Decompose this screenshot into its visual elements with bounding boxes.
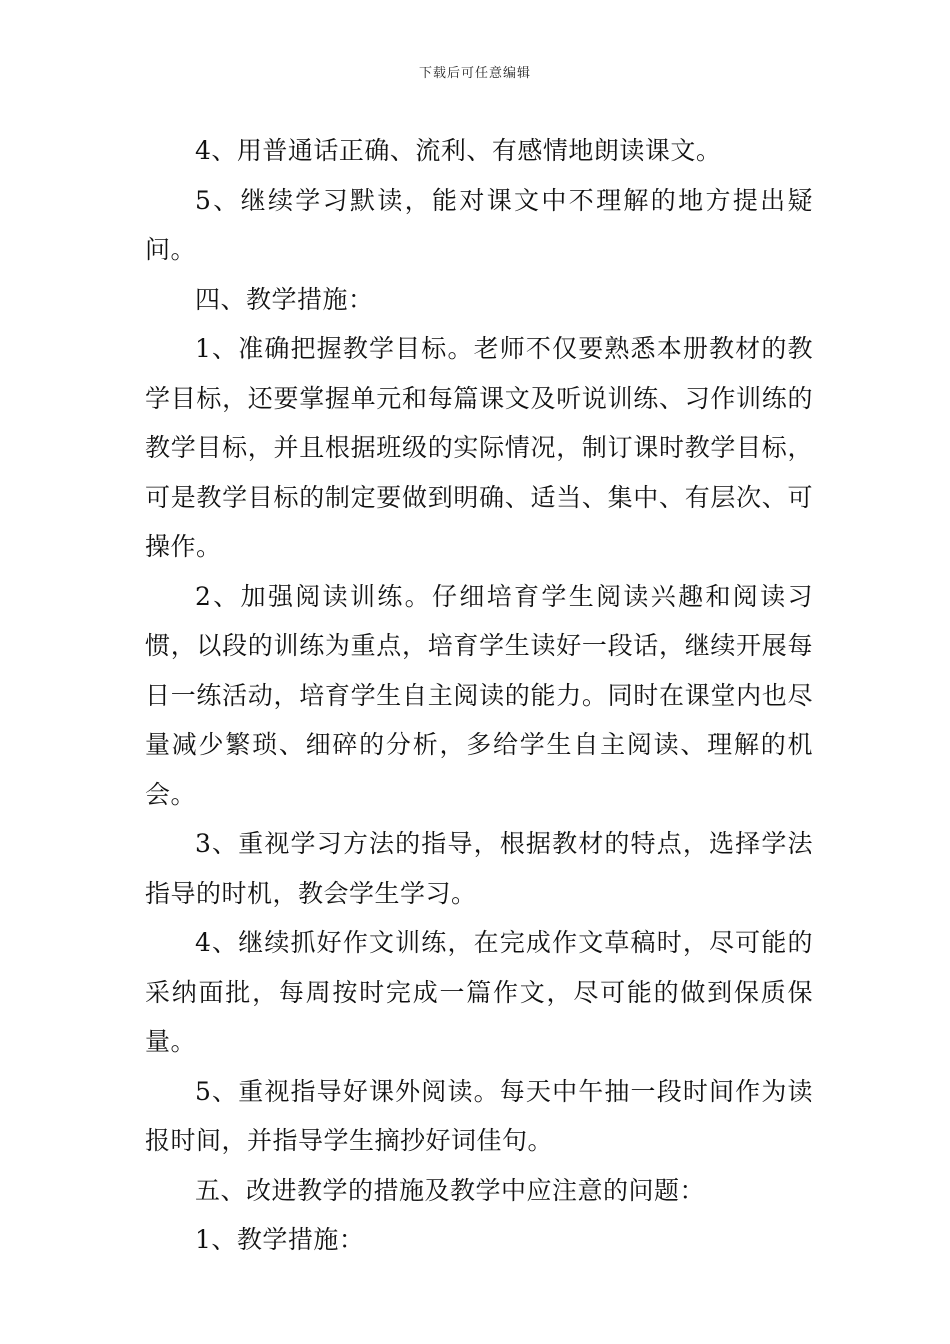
paragraph: 1、教学措施： <box>195 1225 365 1254</box>
paragraph: 2、加强阅读训练。仔细培育学生阅读兴趣和阅读习惯，以段的训练为重点，培育学生读好一段话，继续开展每日一练活动，培育学生自主阅读的能力。同时在课堂内也尽量减少繁琐、细碎的分析，多给学生自主阅读、理解的机会。 <box>145 581 813 809</box>
paragraph: 4、继续抓好作文训练，在完成作文草稿时，尽可能的采纳面批，每周按时完成一篇作文，尽可能的做到保质保量。 <box>145 928 813 1056</box>
section-heading: 四、教学措施： <box>195 284 374 314</box>
paragraph: 1、准确把握教学目标。老师不仅要熟悉本册教材的教学目标，还要掌握单元和每篇课文及听说训练、习作训练的教学目标，并且根据班级的实际情况，制订课时教学目标，可是教学目标的制定要做到明确、适当、集中、有层次、可操作。 <box>145 334 813 561</box>
paragraph: 5、继续学习默读，能对课文中不理解的地方提出疑问。 <box>145 185 813 264</box>
paragraph: 4、用普通话正确、流利、有感情地朗读课文。 <box>195 136 722 165</box>
document-body <box>145 126 813 1265</box>
paragraph: 3、重视学习方法的指导，根据教材的特点，选择学法指导的时机，教会学生学习。 <box>145 829 813 908</box>
paragraph: 5、重视指导好课外阅读。每天中午抽一段时间作为读报时间，并指导学生摘抄好词佳句。 <box>145 1076 813 1155</box>
section-heading: 五、改进教学的措施及教学中应注意的问题： <box>195 1175 706 1205</box>
page-header: 下载后可任意编辑 <box>418 66 531 81</box>
